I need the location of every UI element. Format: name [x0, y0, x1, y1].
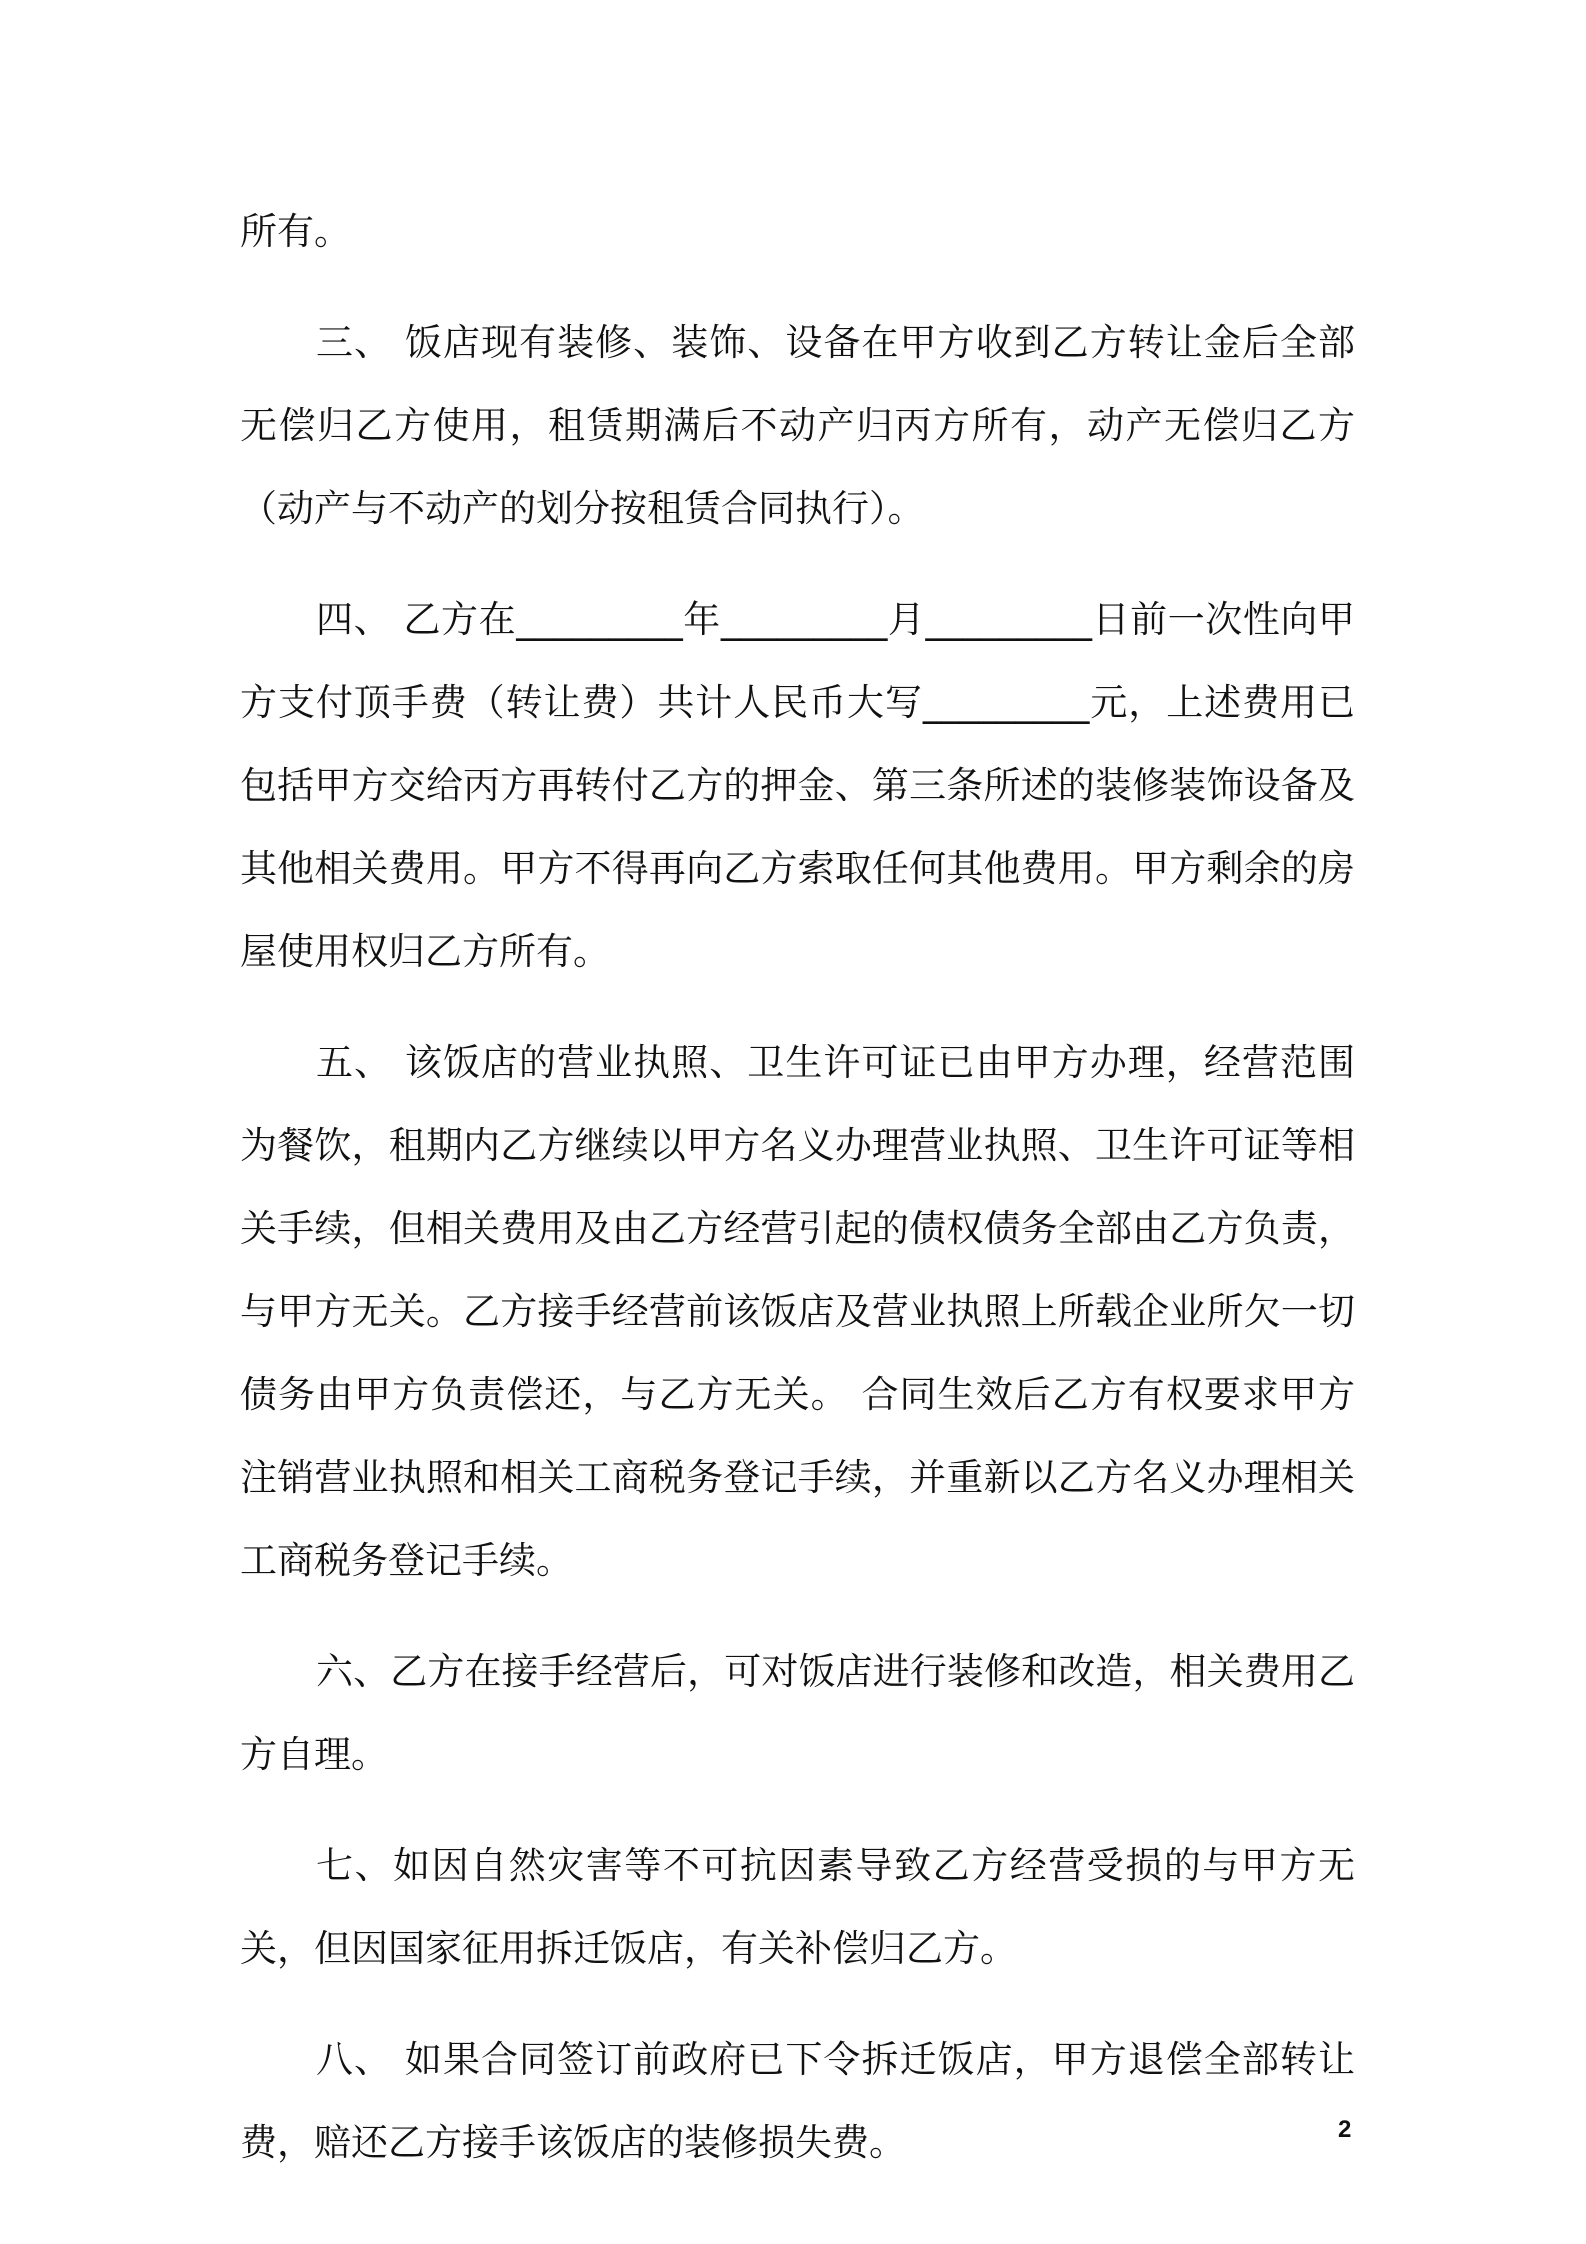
clause-6: 六、乙方在接手经营后，可对饭店进行装修和改造，相关费用乙方自理。: [240, 1650, 1355, 1776]
paragraph-continuation: 所有。: [240, 210, 351, 253]
clause-4: 四、 乙方在_________年_________月_________日前一次性向甲方支付顶手费（转让费）共计人民币大写_________元，上述费用已包括甲方交给丙方再转付乙方的押金、第三条所述的装修装饰设备及其他相关费用。甲方不得再向乙方索取任何其他费用。甲方剩余的房屋使用权归乙方所有。: [240, 598, 1355, 973]
document-body: [240, 190, 1355, 2212]
clause-7: 七、如因自然灾害等不可抗因素导致乙方经营受损的与甲方无关，但因国家征用拆迁饭店，有关补偿归乙方。: [240, 1844, 1355, 1970]
clause-3: 三、 饭店现有装修、装饰、设备在甲方收到乙方转让金后全部无偿归乙方使用，租赁期满后不动产归丙方所有，动产无偿归乙方（动产与不动产的划分按租赁合同执行）。: [240, 321, 1355, 530]
clause-5: 五、 该饭店的营业执照、卫生许可证已由甲方办理，经营范围为餐饮，租期内乙方继续以甲方名义办理营业执照、卫生许可证等相关手续，但相关费用及由乙方经营引起的债权债务全部由乙方负责，与甲方无关。乙方接手经营前该饭店及营业执照上所载企业所欠一切债务由甲方负责偿还，与乙方无关。 合同生效后乙方有权要求甲方注销营业执照和相关工商税务登记手续，并重新以乙方名义办理相关工商税务登记手续。: [240, 1041, 1355, 1582]
clause-8: 八、 如果合同签订前政府已下令拆迁饭店，甲方退偿全部转让费，赔还乙方接手该饭店的装修损失费。: [240, 2038, 1355, 2164]
page-number: 2: [1338, 2116, 1352, 2143]
